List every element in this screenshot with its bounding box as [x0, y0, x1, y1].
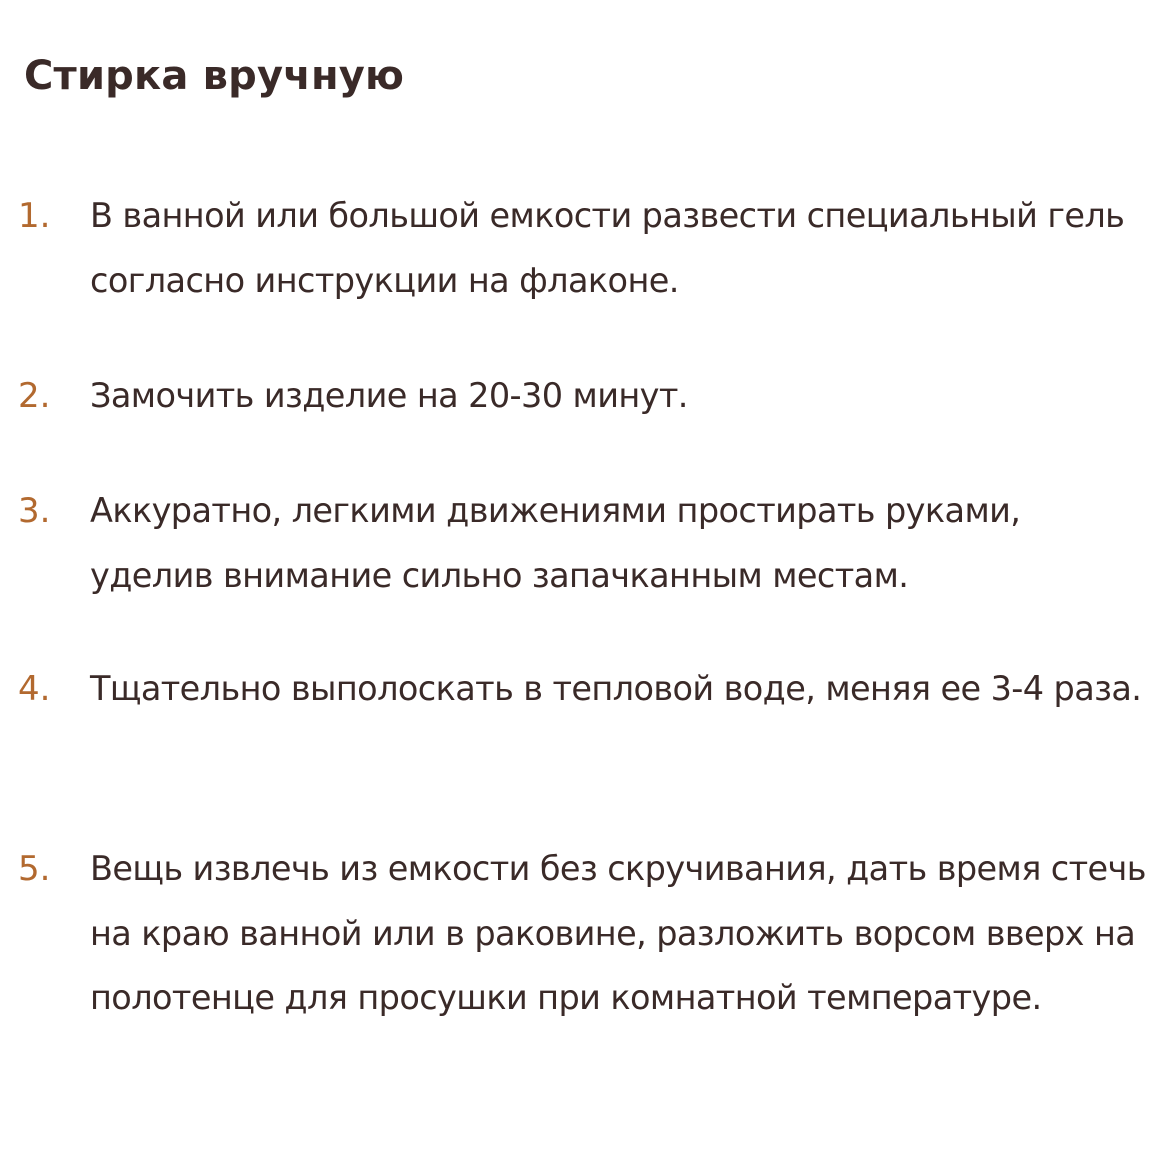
step-number: 2.	[18, 376, 51, 416]
step-number: 3.	[18, 491, 51, 531]
step-text: В ванной или большой емкости развести специальный гель согласно инструкции на флаконе.	[90, 196, 1125, 300]
step-text: Вещь извлечь из емкости без скручивания, дать время стечь на краю ванной или в раковине, разложить ворсом вверх на полотенце для просушки при комнатной температуре.	[90, 849, 1146, 1017]
step-text: Тщательно выполоскать в тепловой воде, меняя ее 3-4 раза.	[90, 669, 1142, 708]
page-title: Стирка вручную	[24, 53, 405, 99]
step-number: 1.	[18, 196, 51, 236]
step-text: Замочить изделие на 20-30 минут.	[90, 376, 688, 415]
step-number: 4.	[18, 669, 51, 709]
step-text: Аккуратно, легкими движениями простирать руками, уделив внимание сильно запачканным местам.	[90, 491, 1021, 595]
step-number: 5.	[18, 849, 51, 889]
